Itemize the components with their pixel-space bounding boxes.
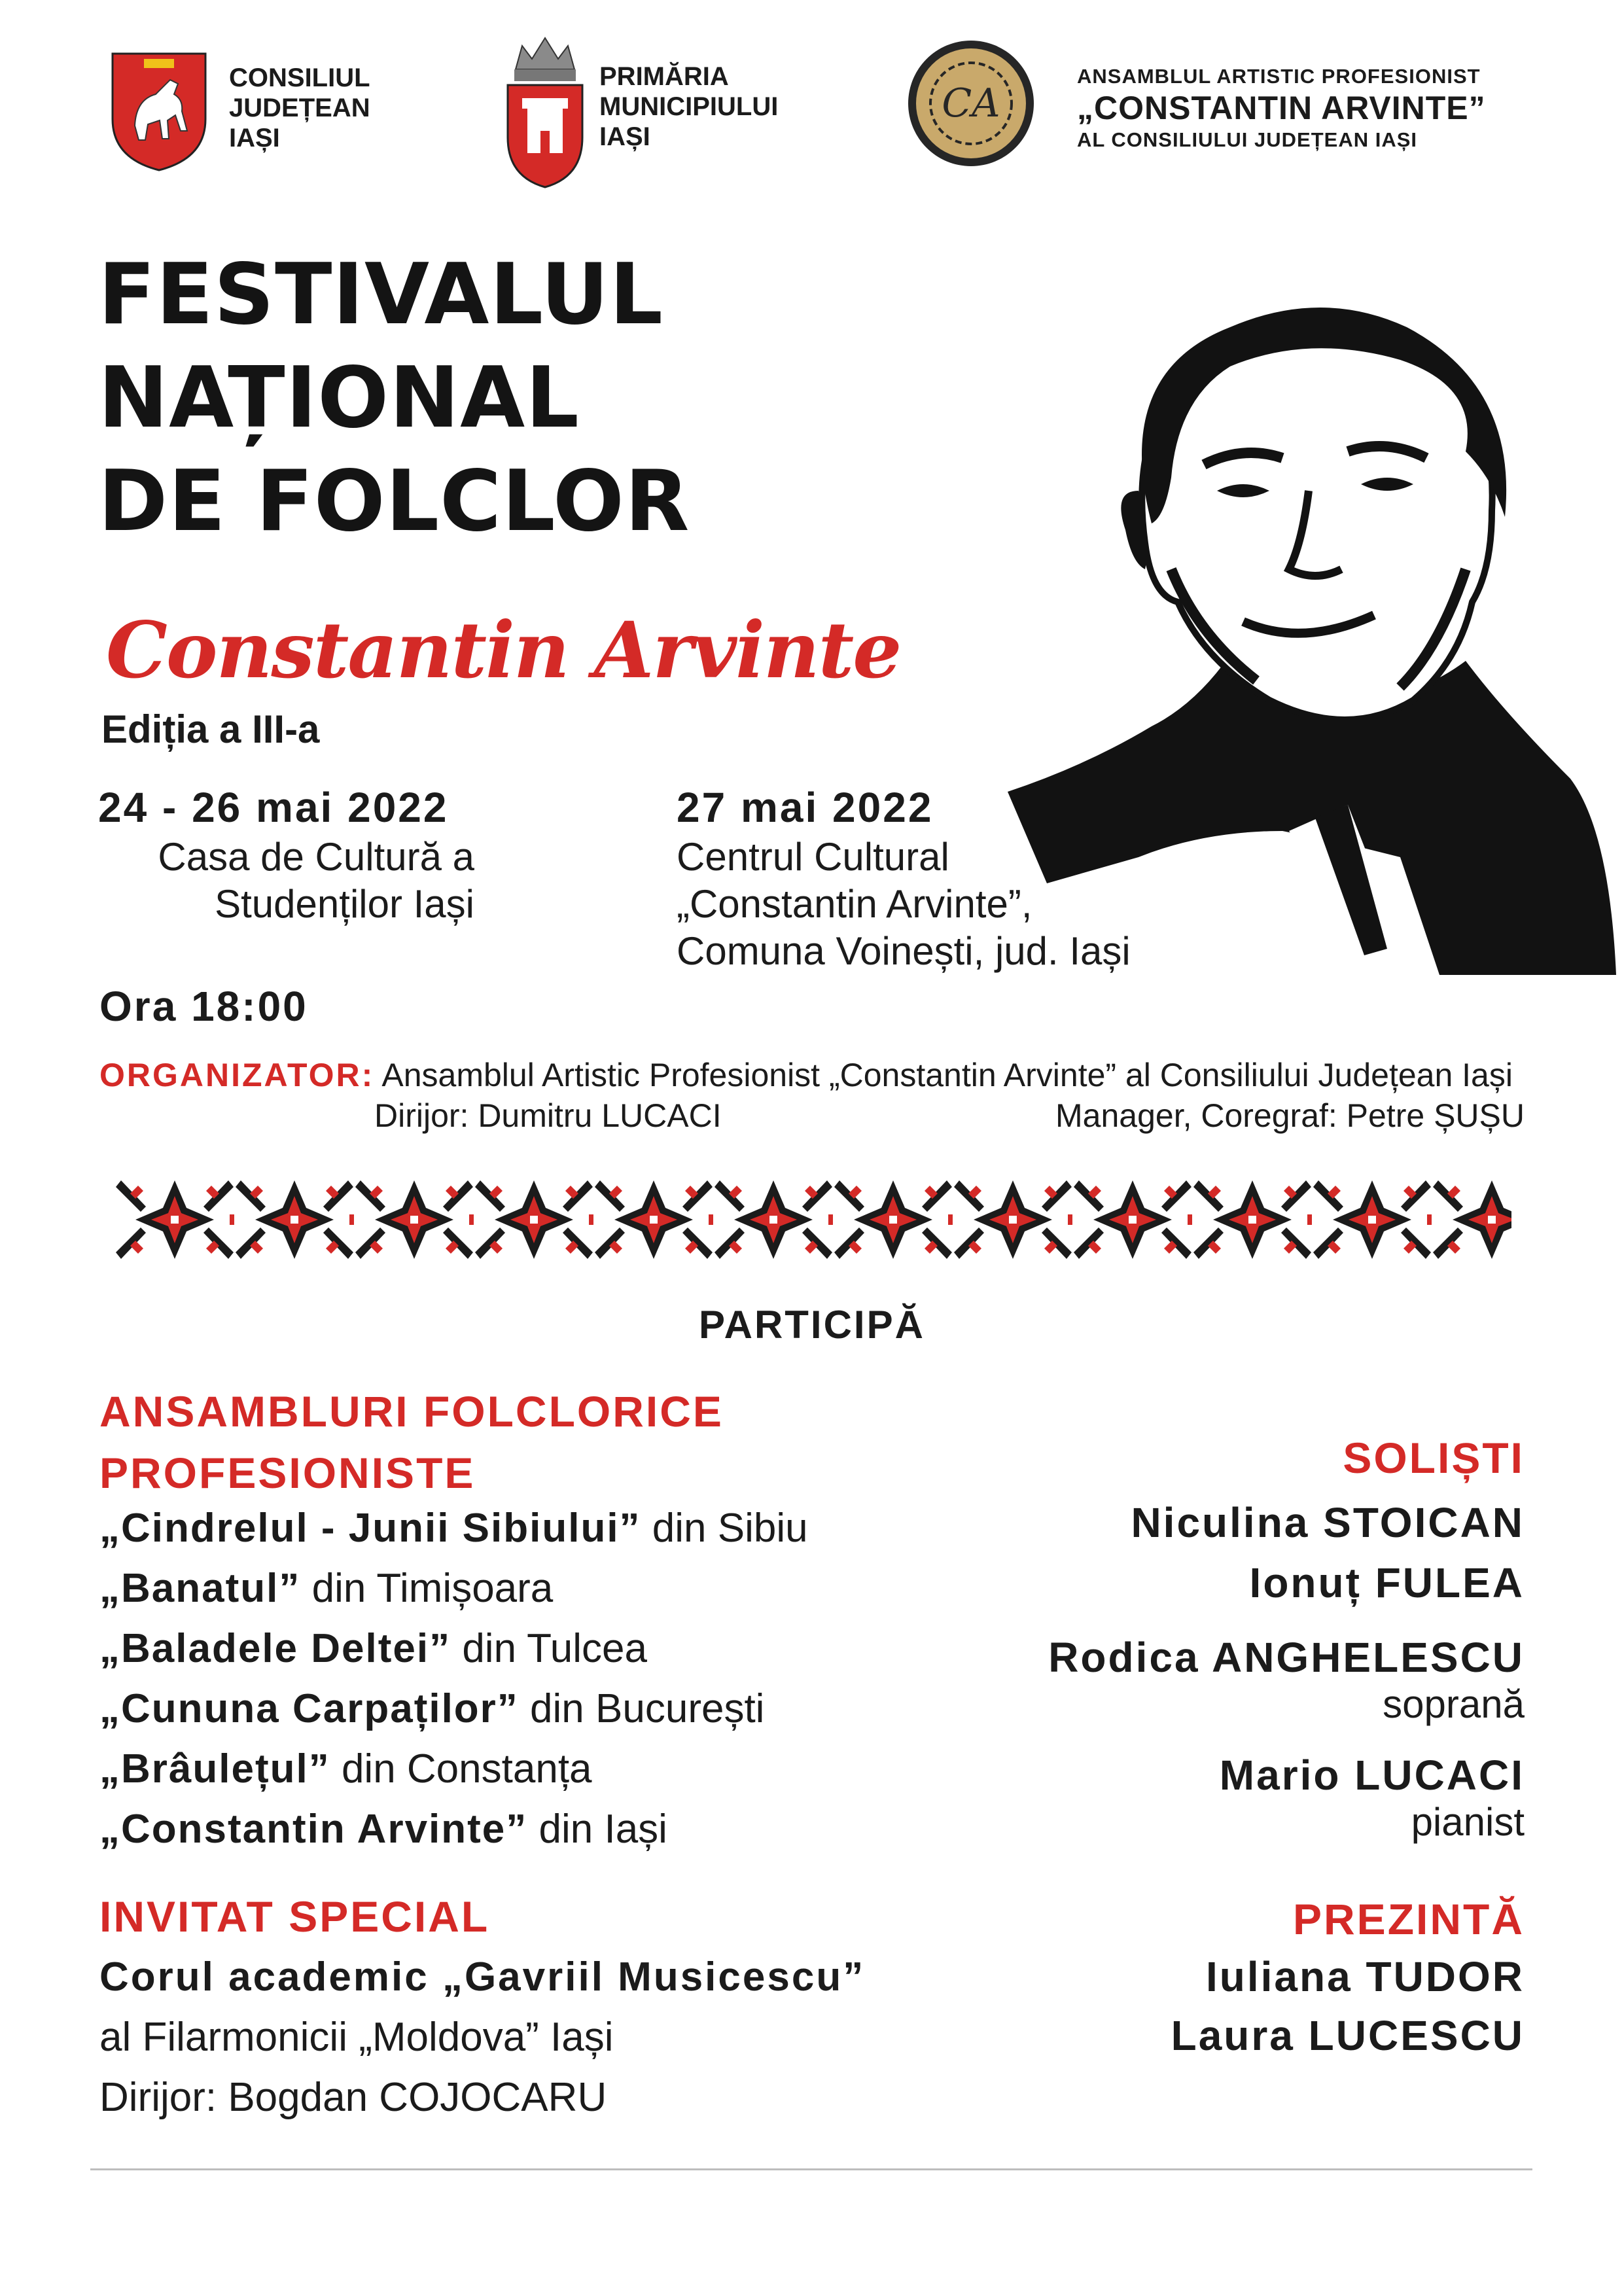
event-1-venue-1: Casa de Cultură a bbox=[158, 835, 474, 879]
pm-line-2: MUNICIPIULUI bbox=[599, 92, 779, 121]
primaria-logo bbox=[503, 33, 803, 190]
folk-embroidery-band bbox=[115, 1167, 1511, 1272]
list-item bbox=[99, 1739, 808, 1799]
list-item bbox=[99, 1619, 808, 1679]
bottom-divider bbox=[90, 2168, 1532, 2170]
cj-line-1: CONSILIUL bbox=[229, 63, 370, 92]
soloist-name: Niculina STOICAN bbox=[1131, 1499, 1525, 1546]
primaria-coat-of-arms-icon bbox=[503, 33, 588, 190]
ensemble-name: „Cununa Carpaților” bbox=[99, 1686, 519, 1731]
presenter-name: Iuliana TUDOR bbox=[1205, 1953, 1525, 2000]
cj-line-2: JUDEȚEAN bbox=[229, 94, 370, 122]
list-item bbox=[99, 1679, 808, 1739]
ensemble-place: din Tulcea bbox=[451, 1626, 647, 1671]
ensembles-heading-1: ANSAMBLURI FOLCLORICE bbox=[99, 1387, 724, 1436]
ensemble-place: din Iași bbox=[527, 1807, 667, 1852]
cj-line-3: IAȘI bbox=[229, 124, 280, 152]
guest-name: Corul academic „Gavriil Musicescu” bbox=[99, 1954, 866, 2000]
soloist-name: Rodica ANGHELESCU bbox=[1048, 1634, 1525, 1681]
soloist-role: pianist bbox=[1411, 1800, 1525, 1844]
guest-line-3: Dirijor: Bogdan COJOCARU bbox=[99, 2075, 607, 2120]
ansamblu-logo bbox=[907, 39, 1535, 170]
ensemble-name: „Cindrelul - Junii Sibiului” bbox=[99, 1506, 641, 1551]
ensembles-heading-2: PROFESIONISTE bbox=[99, 1449, 476, 1497]
ensemble-place: din Sibiu bbox=[641, 1506, 808, 1551]
edition: Ediția a III-a bbox=[101, 707, 320, 751]
ansamblu-line-1: ANSAMBLUL ARTISTIC PROFESIONIST bbox=[1077, 65, 1481, 88]
ensemble-name: „Baladele Deltei” bbox=[99, 1626, 451, 1671]
event-2-dates: 27 mai 2022 bbox=[677, 784, 934, 831]
ansamblu-line-2: „CONSTANTIN ARVINTE” bbox=[1077, 90, 1486, 126]
ensemble-name: „Constantin Arvinte” bbox=[99, 1807, 528, 1852]
participa-heading: PARTICIPĂ bbox=[699, 1303, 925, 1347]
title-line-1: FESTIVALUL bbox=[98, 246, 663, 344]
ensembles-list bbox=[99, 1498, 808, 1860]
event-1-venue-2: Studenților Iași bbox=[215, 882, 474, 926]
pm-line-1: PRIMĂRIA bbox=[599, 62, 729, 91]
ansamblu-monogram-icon bbox=[907, 39, 1035, 168]
presenters-heading: PREZINTĂ bbox=[1293, 1895, 1525, 1943]
guest-line-2: al Filarmonicii „Moldova” Iași bbox=[99, 2015, 614, 2060]
ensemble-place: din București bbox=[518, 1686, 765, 1731]
organizer-manager: Manager, Coregraf: Petre ȘUȘU bbox=[1055, 1097, 1525, 1134]
soloist-name: Mario LUCACI bbox=[1219, 1752, 1525, 1799]
list-item bbox=[99, 1498, 808, 1559]
event-time: Ora 18:00 bbox=[99, 983, 308, 1030]
list-item bbox=[99, 1559, 808, 1619]
event-1-dates: 24 - 26 mai 2022 bbox=[98, 784, 449, 831]
ensemble-name: „Banatul” bbox=[99, 1566, 301, 1611]
organizer-text: Ansamblul Artistic Profesionist „Constantin Arvinte” al Consiliului Județean Iași bbox=[381, 1057, 1513, 1093]
soloists-heading: SOLIȘTI bbox=[1343, 1434, 1525, 1482]
title-line-3: DE FOLCLOR bbox=[98, 453, 690, 550]
svg-text:CA: CA bbox=[942, 80, 1000, 126]
list-item bbox=[99, 1799, 808, 1860]
cj-coat-of-arms-icon bbox=[110, 47, 208, 171]
consiliul-judetean-logo bbox=[110, 47, 385, 178]
presenter-name: Laura LUCESCU bbox=[1171, 2012, 1525, 2059]
ensemble-place: din Timișoara bbox=[300, 1566, 554, 1611]
organizer-label: ORGANIZATOR: bbox=[99, 1057, 375, 1093]
organizer-conductor: Dirijor: Dumitru LUCACI bbox=[374, 1097, 722, 1134]
ensemble-name: „Brâulețul” bbox=[99, 1746, 330, 1792]
festival-namesake-script: Constantin Arvinte bbox=[106, 605, 901, 696]
soloist-role: soprană bbox=[1383, 1682, 1525, 1726]
pm-line-3: IAȘI bbox=[599, 122, 650, 151]
event-2-venue-3: Comuna Voinești, jud. Iași bbox=[677, 929, 1131, 973]
guest-heading: INVITAT SPECIAL bbox=[99, 1892, 490, 1941]
event-2-venue-1: Centrul Cultural bbox=[677, 835, 949, 879]
title-line-2: NAȚIONAL bbox=[98, 349, 580, 447]
soloist-name: Ionuț FULEA bbox=[1249, 1559, 1525, 1606]
ensemble-place: din Constanța bbox=[330, 1746, 592, 1792]
event-2-venue-2: „Constantin Arvinte”, bbox=[677, 882, 1033, 926]
ansamblu-line-3: AL CONSILIULUI JUDEȚEAN IAȘI bbox=[1077, 128, 1418, 151]
